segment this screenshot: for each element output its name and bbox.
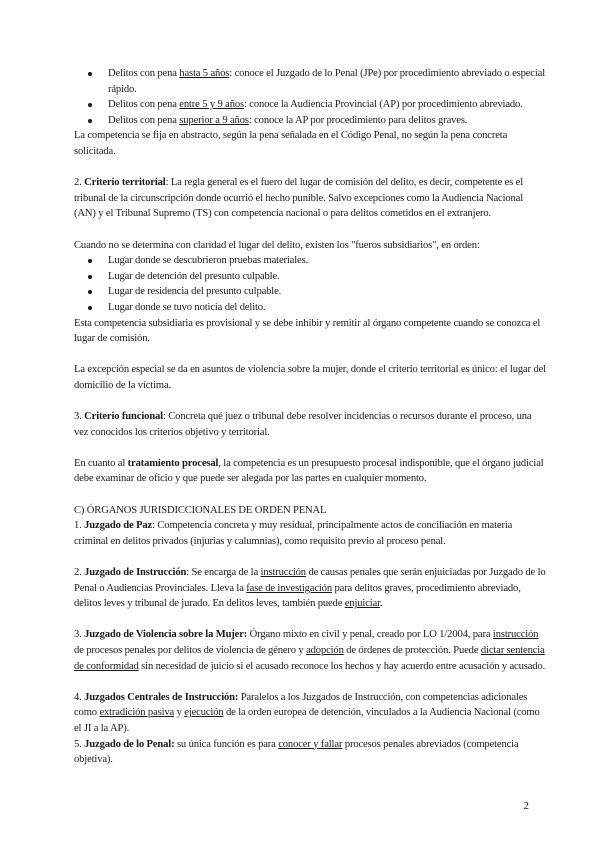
- fueros-subsidiarios-list: [74, 253, 546, 315]
- bullet-icon: [88, 119, 92, 123]
- criterio-funcional-heading: Criterio funcional: [84, 411, 163, 423]
- bullet-icon: [88, 103, 92, 107]
- juzgado-instruccion-paragraph: 2. Juzgado de Instrucción: Se encarga de la instrucción de causas penales que serán enjuiciadas por Juzgado de lo Penal o Audiencias Provinciales. Lleva la fase de investigación para delitos graves, procedimiento abreviado, delitos leves y tribunal de jurado. En delitos leves, también puede enjuiciar.: [74, 567, 546, 610]
- tratamiento-procesal-paragraph: En cuanto al tratamiento procesal, la competencia es un presupuesto procesal indisponible, que el órgano judicial debe examinar de oficio y que puede ser alegada por las partes en cualquier momento.: [74, 457, 544, 485]
- bullet-icon: [88, 72, 92, 76]
- criterio-funcional-paragraph: 3. Criterio funcional: Concreta qué juez o tribunal debe resolver incidencias o recursos durante el proceso, una vez conocidos los criterios objetivo y territorial.: [74, 411, 532, 438]
- juzgado-penal-paragraph: 5. Juzgado de lo Penal: su única función es para conocer y fallar procesos penales abreviados (competencia objetiva).: [74, 738, 519, 766]
- bullet-icon: [88, 259, 92, 263]
- penalty-competence-list: [74, 66, 546, 128]
- juzgado-paz-paragraph: 1. Juzgado de Paz: Competencia concreta y muy residual, principalmente actos de conciliación en materia criminal en delitos privados (injurias y calumnias), como requisito previo al proceso penal.: [74, 520, 513, 547]
- fueros-intro-paragraph: Cuando no se determina con claridad el lugar del delito, existen los "fueros subsidiarios", en orden:: [74, 239, 480, 251]
- document-body: [74, 66, 546, 768]
- list-item: Delitos con pena entre 5 y 9 años: conoce la Audiencia Provincial (AP) por procedimiento abreviado.: [74, 97, 546, 113]
- bullet-icon: [88, 290, 92, 294]
- list-item: Delitos con pena hasta 5 años: conoce el Juzgado de lo Penal (JPe) por procedimiento abreviado o especial rápido.: [74, 66, 546, 97]
- competencia-abstracto-paragraph: La competencia se fija en abstracto, según la pena señalada en el Código Penal, no según la pena concreta solicitada.: [74, 130, 508, 157]
- section-c-heading: C) ÓRGANOS JURISDICCIONALES DE ORDEN PENAL: [74, 504, 327, 516]
- juzgado-violencia-paragraph: 3. Juzgado de Violencia sobre la Mujer: Órgano mixto en civil y penal, creado por LO 1/2004, para instrucción de procesos penales por delitos de violencia de género y adopción de órdenes de protección. Puede dictar sentencia de conformidad sin necesidad de juicio si el acusado reconoce los hechos y hay acuerdo entre acusación y acusado.: [74, 629, 546, 672]
- list-item: Lugar donde se tuvo noticia del delito.: [74, 300, 546, 316]
- excepcion-violencia-paragraph: La excepción especial se da en asuntos de violencia sobre la mujer, donde el criterio territorial es único: el lugar del domicilio de la víctima.: [74, 364, 546, 391]
- list-item: Lugar de detención del presunto culpable.: [74, 269, 546, 285]
- juzgados-centrales-paragraph: 4. Juzgados Centrales de Instrucción: Paralelos a los Juzgados de Instrucción, con competencias adicionales como extradición pasiva y ejecución de la orden europea de detención, vinculados a la Audiencia Nacional (como el JI a la AP).: [74, 691, 540, 734]
- subsidiaria-paragraph: Esta competencia subsidiaria es provisional y se debe inhibir y remitir al órgano competente cuando se conozca el lugar de comisión.: [74, 317, 541, 345]
- bullet-icon: [88, 275, 92, 279]
- bullet-icon: [88, 306, 92, 310]
- list-item: Lugar donde se descubrieron pruebas materiales.: [74, 253, 546, 269]
- list-item: Delitos con pena superior a 9 años: conoce la AP por procedimiento para delitos graves.: [74, 113, 546, 129]
- list-item: Lugar de residencia del presunto culpable.: [74, 284, 546, 300]
- criterio-territorial-heading: Criterio territorial: [84, 177, 166, 189]
- page-number: 2: [523, 800, 529, 812]
- criterio-territorial-paragraph: 2. Criterio territorial: La regla general es el fuero del lugar de comisión del delito, es decir, competente es el tribunal de la circunscripción donde ocurrió el hecho punible. Salvo excepciones como la Audiencia Nacional (AN) y el Tribunal Supremo (TS) con competencia nacional o para delitos cometidos en el extranjero.: [74, 177, 524, 220]
